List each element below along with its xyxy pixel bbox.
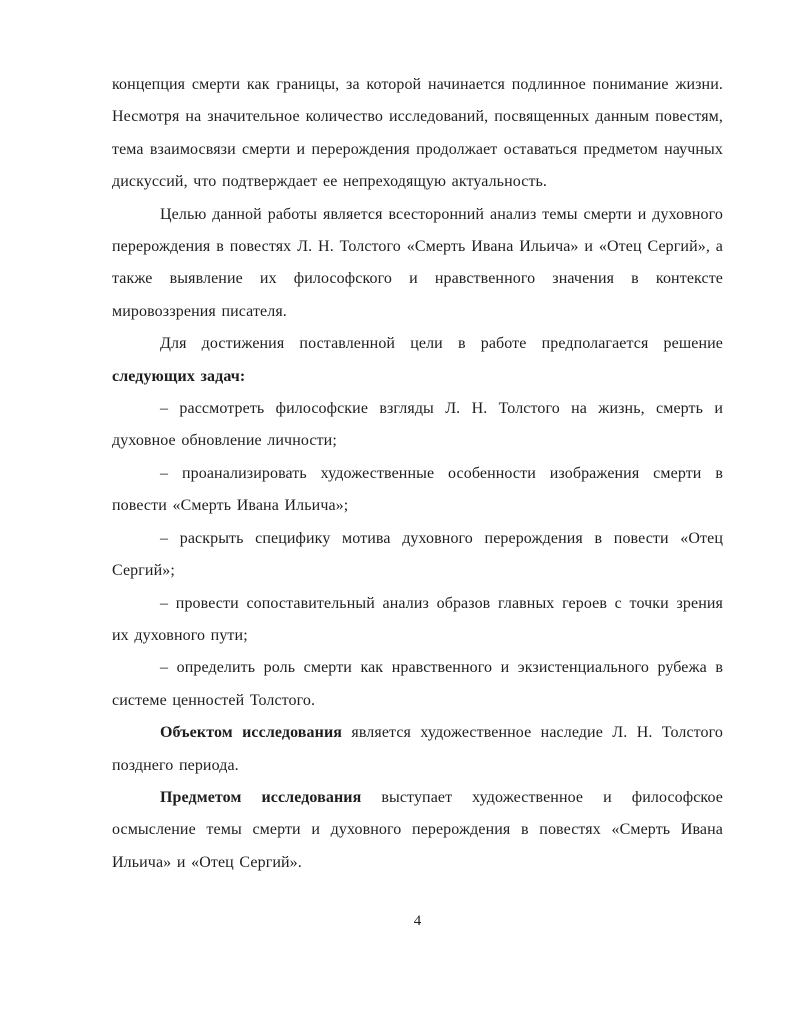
paragraph — [112, 782, 723, 879]
text-segment: выступает художественное и философское осмысление темы смерти и духовного перерождения в повестях «Смерть Ивана Ильича» и «Отец Сергий». — [112, 788, 723, 871]
paragraph — [112, 717, 723, 782]
page-number: 4 — [413, 913, 422, 929]
text-segment: Целью данной работы является всесторонний анализ темы смерти и духовного перерождения в повестях Л. Н. Толстого «Смерть Ивана Ильича» и «Отец Сергий», а также выявление их философского и нравственного значения в контексте мировоззрения писателя. — [112, 205, 723, 320]
document-content — [112, 69, 723, 879]
text-segment: – рассмотреть философские взгляды Л. Н. Толстого на жизнь, смерть и духовное обновление личности; — [112, 400, 723, 450]
paragraph — [112, 652, 723, 717]
paragraph — [112, 199, 723, 329]
bold-text-segment: следующих задач: — [112, 367, 246, 385]
text-segment: – определить роль смерти как нравственного и экзистенциального рубежа в системе ценностей Толстого. — [112, 659, 723, 709]
text-segment: – раскрыть специфику мотива духовного перерождения в повести «Отец Сергий»; — [112, 529, 723, 580]
paragraph — [112, 393, 723, 458]
text-segment: концепция смерти как границы, за которой начинается подлинное понимание жизни. Несмотря на значительное количество исследований, посвященных данным повестям, тема взаимосвязи смерти и перерождения продолжает оставаться предметом научных дискуссий, что подтверждает ее непреходящую актуальность. — [112, 76, 723, 191]
text-segment: является художественное наследие Л. Н. Толстого позднего периода. — [112, 724, 723, 774]
bold-text-segment: Объектом исследования — [160, 724, 343, 742]
bold-text-segment: Предметом исследования — [160, 788, 362, 806]
paragraph — [112, 69, 723, 199]
text-segment: – проанализировать художественные особенности изображения смерти в повести «Смерть Ивана Ильича»; — [112, 464, 723, 515]
paragraph — [112, 458, 723, 523]
paragraph — [112, 328, 723, 393]
text-segment: Для достижения поставленной цели в работе предполагается решение — [160, 335, 723, 353]
paragraph — [112, 588, 723, 653]
paragraph — [112, 523, 723, 588]
text-segment: – провести сопоставительный анализ образов главных героев с точки зрения их духовного пути; — [112, 594, 723, 644]
